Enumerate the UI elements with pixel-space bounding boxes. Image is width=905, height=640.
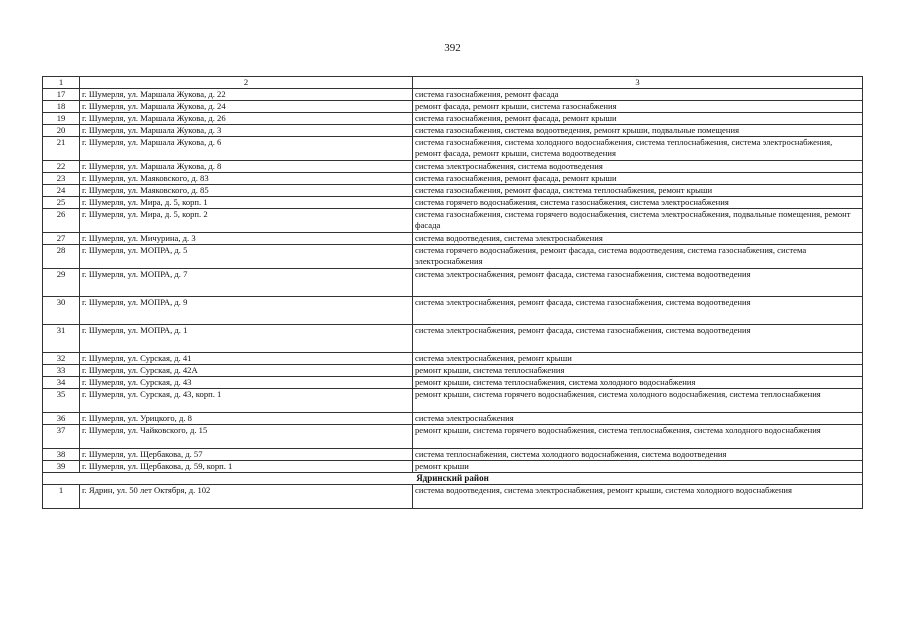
row-works: система водоотведения, система электроснабжения [413, 233, 863, 245]
row-address: г. Шумерля, ул. Мира, д. 5, корп. 2 [80, 209, 413, 233]
row-number: 32 [43, 353, 80, 365]
row-number: 31 [43, 325, 80, 353]
row-number: 28 [43, 245, 80, 269]
header-col-2: 2 [80, 77, 413, 89]
row-address: г. Шумерля, ул. Щербакова, д. 57 [80, 449, 413, 461]
section-title: Ядринский район [43, 473, 863, 485]
row-number: 17 [43, 89, 80, 101]
row-address: г. Шумерля, ул. Урицкого, д. 8 [80, 413, 413, 425]
table-row [43, 101, 863, 113]
table-row [43, 185, 863, 197]
row-address: г. Ядрин, ул. 50 лет Октября, д. 102 [80, 485, 413, 509]
row-works: система горячего водоснабжения, ремонт фасада, система водоотведения, система газоснабжения, система электроснабжения [413, 245, 863, 269]
table-row [43, 113, 863, 125]
row-number: 21 [43, 137, 80, 161]
row-works: система газоснабжения, система холодного водоснабжения, система теплоснабжения, система электроснабжения, ремонт фасада, ремонт крыши, система водоотведения [413, 137, 863, 161]
row-address: г. Шумерля, ул. Щербакова, д. 59, корп. 1 [80, 461, 413, 473]
table-row [43, 173, 863, 185]
row-works: система теплоснабжения, система холодного водоснабжения, система водоотведения [413, 449, 863, 461]
header-col-1: 1 [43, 77, 80, 89]
row-number: 22 [43, 161, 80, 173]
row-works: система горячего водоснабжения, система газоснабжения, система электроснабжения [413, 197, 863, 209]
table-row [43, 449, 863, 461]
row-number: 39 [43, 461, 80, 473]
row-address: г. Шумерля, ул. Маршала Жукова, д. 22 [80, 89, 413, 101]
section-row [43, 473, 863, 485]
table-row [43, 425, 863, 449]
row-number: 37 [43, 425, 80, 449]
table-row [43, 461, 863, 473]
row-address: г. Шумерля, ул. Маршала Жукова, д. 6 [80, 137, 413, 161]
row-works: ремонт крыши [413, 461, 863, 473]
row-works: система электроснабжения [413, 413, 863, 425]
row-works: система газоснабжения, ремонт фасада, система теплоснабжения, ремонт крыши [413, 185, 863, 197]
row-number: 1 [43, 485, 80, 509]
row-works: система газоснабжения, ремонт фасада, ремонт крыши [413, 113, 863, 125]
row-works: ремонт крыши, система горячего водоснабжения, система теплоснабжения, система холодного водоснабжения [413, 425, 863, 449]
row-number: 27 [43, 233, 80, 245]
table-row [43, 325, 863, 353]
table-row [43, 297, 863, 325]
table-row [43, 245, 863, 269]
row-works: ремонт крыши, система теплоснабжения, система холодного водоснабжения [413, 377, 863, 389]
row-number: 20 [43, 125, 80, 137]
row-address: г. Шумерля, ул. МОПРА, д. 7 [80, 269, 413, 297]
row-number: 36 [43, 413, 80, 425]
row-works: система газоснабжения, система водоотведения, ремонт крыши, подвальные помещения [413, 125, 863, 137]
row-address: г. Шумерля, ул. МОПРА, д. 9 [80, 297, 413, 325]
row-number: 35 [43, 389, 80, 413]
row-works: система газоснабжения, ремонт фасада, ремонт крыши [413, 173, 863, 185]
table-row [43, 353, 863, 365]
row-works: система электроснабжения, ремонт фасада, система газоснабжения, система водоотведения [413, 325, 863, 353]
row-works: система газоснабжения, ремонт фасада [413, 89, 863, 101]
header-col-3: 3 [413, 77, 863, 89]
row-number: 26 [43, 209, 80, 233]
row-number: 24 [43, 185, 80, 197]
row-works: ремонт фасада, ремонт крыши, система газоснабжения [413, 101, 863, 113]
table-row [43, 269, 863, 297]
row-address: г. Шумерля, ул. Чайковского, д. 15 [80, 425, 413, 449]
row-number: 25 [43, 197, 80, 209]
row-works: ремонт крыши, система горячего водоснабжения, система холодного водоснабжения, система теплоснабжения [413, 389, 863, 413]
row-address: г. Шумерля, ул. Маяковского, д. 83 [80, 173, 413, 185]
page-number: 392 [444, 42, 461, 54]
table-row [43, 89, 863, 101]
row-address: г. Шумерля, ул. МОПРА, д. 1 [80, 325, 413, 353]
table-row [43, 137, 863, 161]
row-works: система электроснабжения, ремонт крыши [413, 353, 863, 365]
table-row [43, 233, 863, 245]
row-works: система электроснабжения, система водоотведения [413, 161, 863, 173]
row-address: г. Шумерля, ул. Мичурина, д. 3 [80, 233, 413, 245]
row-address: г. Шумерля, ул. Маяковского, д. 85 [80, 185, 413, 197]
table-header-row [43, 77, 863, 89]
row-address: г. Шумерля, ул. Маршала Жукова, д. 24 [80, 101, 413, 113]
table-row [43, 413, 863, 425]
row-number: 30 [43, 297, 80, 325]
row-works: ремонт крыши, система теплоснабжения [413, 365, 863, 377]
row-address: г. Шумерля, ул. Сурская, д. 41 [80, 353, 413, 365]
row-works: система водоотведения, система электроснабжения, ремонт крыши, система холодного водоснабжения [413, 485, 863, 509]
row-address: г. Шумерля, ул. МОПРА, д. 5 [80, 245, 413, 269]
row-number: 33 [43, 365, 80, 377]
row-number: 29 [43, 269, 80, 297]
works-table [42, 76, 863, 509]
row-number: 18 [43, 101, 80, 113]
row-address: г. Шумерля, ул. Сурская, д. 42А [80, 365, 413, 377]
row-works: система электроснабжения, ремонт фасада, система газоснабжения, система водоотведения [413, 269, 863, 297]
row-address: г. Шумерля, ул. Маршала Жукова, д. 3 [80, 125, 413, 137]
row-address: г. Шумерля, ул. Сурская, д. 43, корп. 1 [80, 389, 413, 413]
row-works: система газоснабжения, система горячего водоснабжения, система электроснабжения, подвальные помещения, ремонт фасада [413, 209, 863, 233]
row-number: 38 [43, 449, 80, 461]
table-row [43, 365, 863, 377]
table-row [43, 125, 863, 137]
row-number: 23 [43, 173, 80, 185]
row-works: система электроснабжения, ремонт фасада, система газоснабжения, система водоотведения [413, 297, 863, 325]
row-address: г. Шумерля, ул. Мира, д. 5, корп. 1 [80, 197, 413, 209]
row-address: г. Шумерля, ул. Маршала Жукова, д. 26 [80, 113, 413, 125]
row-number: 19 [43, 113, 80, 125]
table-row [43, 161, 863, 173]
table-row [43, 377, 863, 389]
row-address: г. Шумерля, ул. Маршала Жукова, д. 8 [80, 161, 413, 173]
table-row [43, 389, 863, 413]
row-number: 34 [43, 377, 80, 389]
table-row [43, 209, 863, 233]
table-row [43, 485, 863, 509]
table-row [43, 197, 863, 209]
row-address: г. Шумерля, ул. Сурская, д. 43 [80, 377, 413, 389]
